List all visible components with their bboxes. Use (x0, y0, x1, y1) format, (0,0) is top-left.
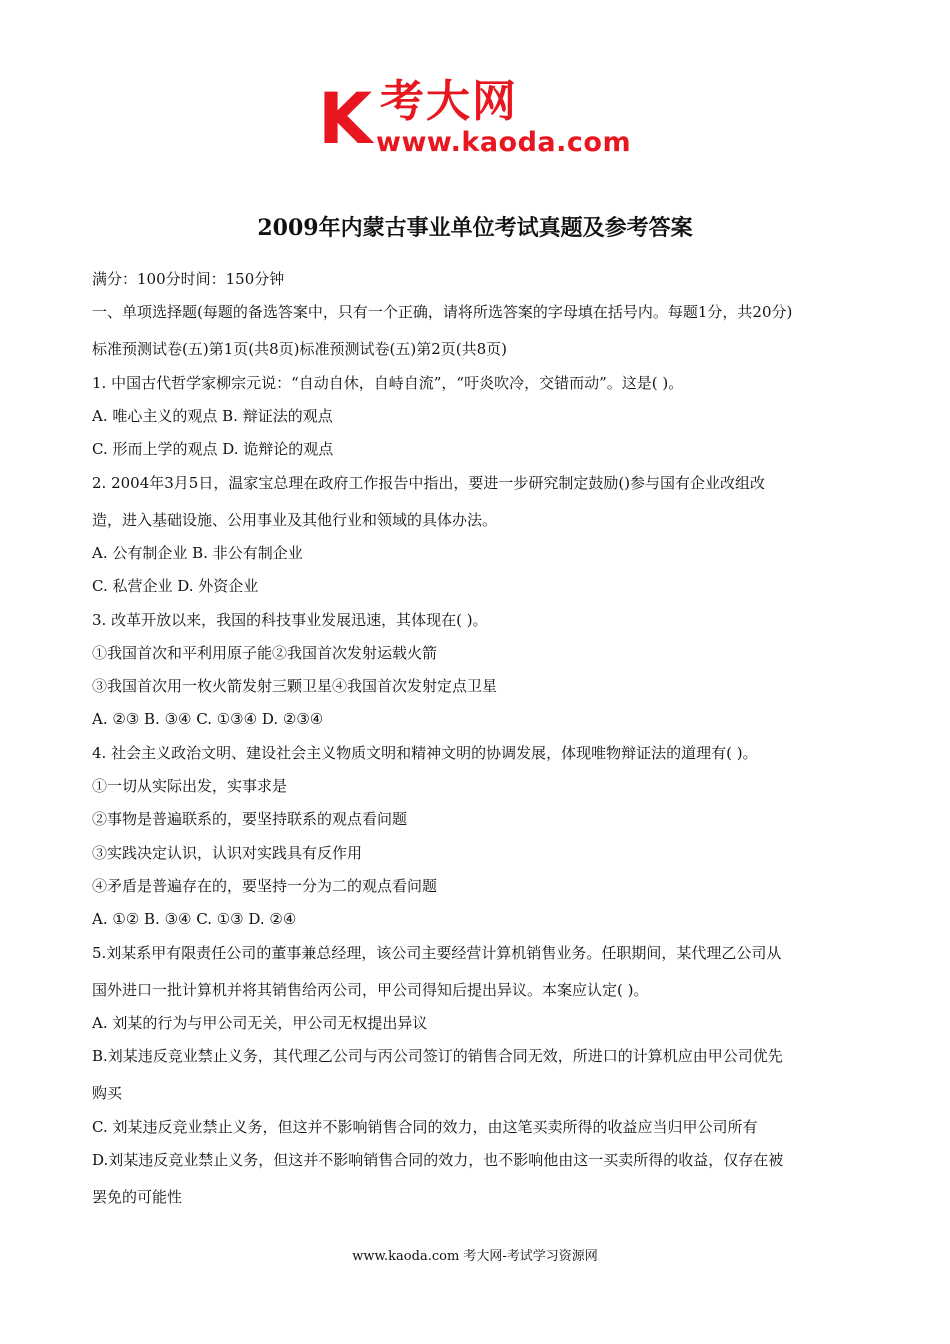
question-4: 4. 社会主义政治文明、建设社会主义物质文明和精神文明的协调发展，体现唯物辩证法的道理有( )。 (92, 744, 758, 762)
question-5-option-a: A. 刘某的行为与甲公司无关，甲公司无权提出异议 (92, 1014, 428, 1032)
question-2-continued: 造，进入基础设施、公用事业及其他行业和领域的具体办法。 (92, 511, 498, 529)
question-3-item-3-4: ③我国首次用一枚火箭发射三颗卫星④我国首次发射定点卫星 (92, 677, 498, 695)
logo-url: www.kaoda.com (376, 127, 632, 158)
section-heading: 一、单项选择题(每题的备选答案中，只有一个正确，请将所选答案的字母填在括号内。每题1分，共20分) (92, 303, 793, 321)
score-time-line: 满分：100分时间：150分钟 (92, 270, 285, 288)
question-1-options-ab: A. 唯心主义的观点 B. 辩证法的观点 (92, 407, 333, 425)
document-title: 2009年内蒙古事业单位考试真题及参考答案 (257, 215, 693, 241)
kaoda-logo (318, 78, 648, 162)
question-3: 3. 改革开放以来，我国的科技事业发展迅速，其体现在( )。 (92, 611, 488, 629)
question-5-option-b: B.刘某违反竞业禁止义务，其代理乙公司与丙公司签订的销售合同无效，所进口的计算机应由甲公司优先 (92, 1047, 783, 1065)
question-2-options-ab: A. 公有制企业 B. 非公有制企业 (92, 544, 303, 562)
logo-k-letter: K (318, 78, 373, 160)
question-5-continued: 国外进口一批计算机并将其销售给丙公司，甲公司得知后提出异议。本案应认定( )。 (92, 981, 649, 999)
question-1-options-cd: C. 形而上学的观点 D. 诡辩论的观点 (92, 440, 334, 458)
question-5-option-d: D.刘某违反竞业禁止义务，但这并不影响销售合同的效力，也不影响他由这一买卖所得的收益，仅存在被 (92, 1151, 784, 1169)
question-5-option-d-continued: 罢免的可能性 (92, 1188, 183, 1206)
page-note: 标准预测试卷(五)第1页(共8页)标准预测试卷(五)第2页(共8页) (92, 340, 507, 358)
question-5-option-b-continued: 购买 (92, 1084, 123, 1102)
logo-site-name: 考大网 (380, 76, 518, 127)
question-2: 2. 2004年3月5日，温家宝总理在政府工作报告中指出，要进一步研究制定鼓励()参与国有企业改组改 (92, 474, 766, 492)
question-3-item-1-2: ①我国首次和平利用原子能②我国首次发射运载火箭 (92, 644, 438, 662)
question-5: 5.刘某系甲有限责任公司的董事兼总经理，该公司主要经营计算机销售业务。任职期间，某代理乙公司从 (92, 944, 782, 962)
question-4-item-3: ③实践决定认识，认识对实践具有反作用 (92, 844, 363, 862)
page-footer: www.kaoda.com 考大网-考试学习资源网 (352, 1249, 598, 1264)
question-5-option-c: C. 刘某违反竞业禁止义务，但这并不影响销售合同的效力，由这笔买卖所得的收益应当归甲公司所有 (92, 1118, 758, 1136)
question-3-options: A. ②③ B. ③④ C. ①③④ D. ②③④ (92, 710, 324, 728)
question-4-options: A. ①② B. ③④ C. ①③ D. ②④ (92, 910, 297, 928)
question-4-item-2: ②事物是普遍联系的，要坚持联系的观点看问题 (92, 810, 408, 828)
question-2-options-cd: C. 私营企业 D. 外资企业 (92, 577, 259, 595)
question-4-item-4: ④矛盾是普遍存在的，要坚持一分为二的观点看问题 (92, 877, 438, 895)
question-1: 1. 中国古代哲学家柳宗元说：“自动自休，自峙自流”，“吁炎吹冷，交错而动”。这是( )。 (92, 374, 684, 392)
question-4-item-1: ①一切从实际出发，实事求是 (92, 777, 288, 795)
